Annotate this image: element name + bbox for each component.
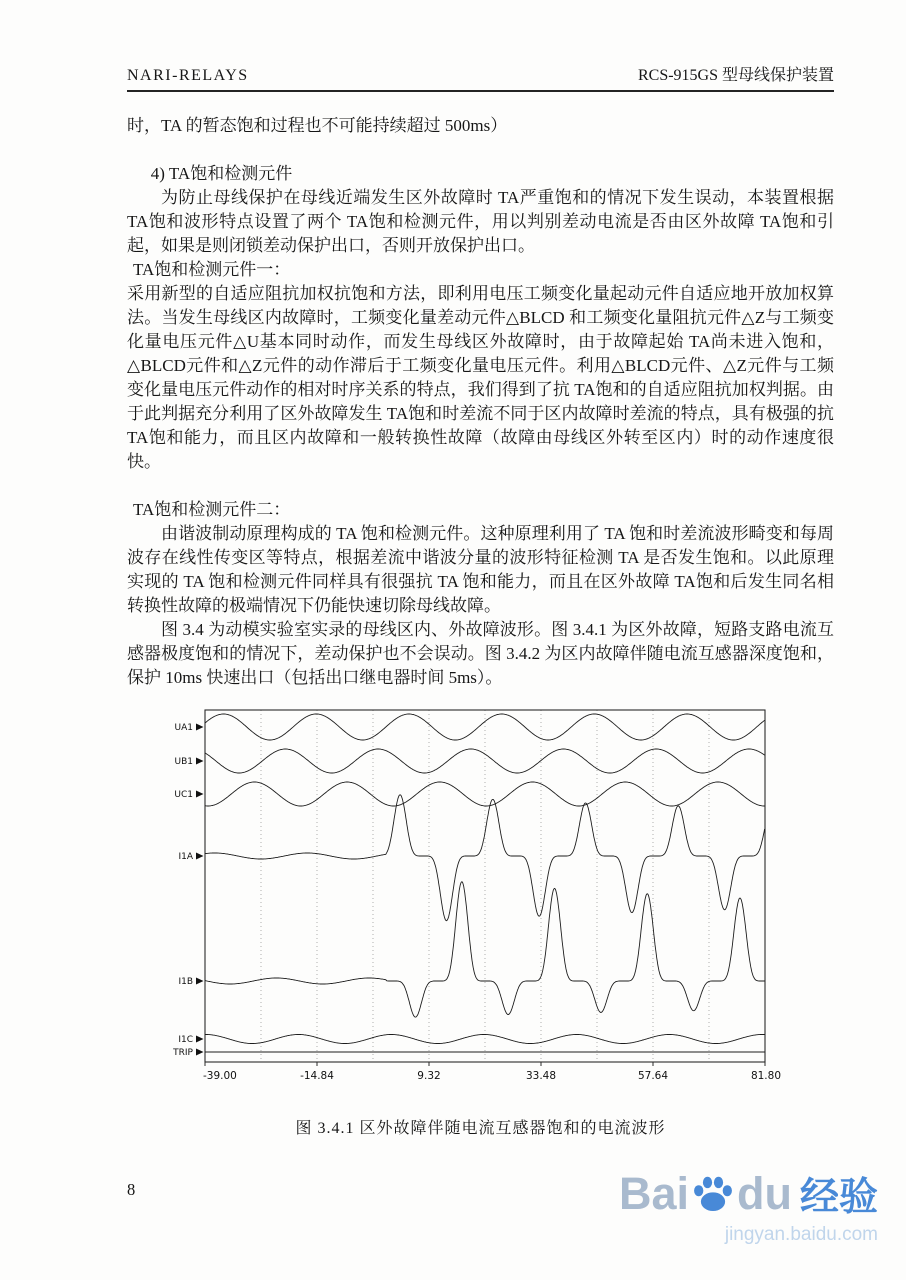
channel-label: UC1 bbox=[174, 790, 193, 800]
paragraph-continuation: 时，TA 的暂态饱和过程也不可能持续超过 500ms） bbox=[127, 116, 508, 135]
figure-waveform bbox=[155, 702, 787, 1095]
channel-arrow-icon bbox=[196, 791, 204, 798]
paragraph-3: 由谐波制动原理构成的 TA 饱和检测元件。这种原理利用了 TA 饱和时差流波形畸变和每周波存在线性传变区等特点，根据差流中谐波分量的波形特征检测 TA 是否发生饱和。以此原理实现的 TA 饱和检测元件同样具有很强抗 TA 饱和能力，而且在区外故障 TA饱和后发生同名相转换性故障的极端情况下仍能快速切除母线故障。 bbox=[127, 524, 834, 615]
header-brand: NARI-RELAYS bbox=[127, 67, 249, 84]
watermark-text-bai: Bai bbox=[618, 1168, 689, 1219]
waveform-plot bbox=[155, 702, 787, 1090]
paragraph-1: 为防止母线保护在母线近端发生区外故障时 TA严重饱和的情况下发生误动，本装置根据 TA饱和波形特点设置了两个 TA饱和检测元件，用以判别差动电流是否由区外故障 TA饱和引起，如果是则闭锁差动保护出口，否则开放保护出口。 bbox=[127, 188, 834, 255]
channel-arrow-icon bbox=[196, 724, 204, 731]
baidu-jingyan-watermark bbox=[619, 1166, 878, 1246]
subsection-heading-2: TA饱和检测元件二： bbox=[132, 500, 291, 519]
channel-arrow-icon bbox=[196, 1036, 204, 1043]
channel-arrow-icon bbox=[196, 978, 204, 985]
channel-label: I1B bbox=[178, 977, 193, 987]
waveform-trace bbox=[205, 795, 765, 921]
x-tick-label: 33.48 bbox=[525, 1070, 557, 1082]
waveform-trace bbox=[205, 749, 765, 773]
x-tick-label: 57.64 bbox=[637, 1070, 669, 1082]
blank-line bbox=[127, 474, 834, 498]
body-text bbox=[127, 114, 834, 690]
watermark-text-jingyan: 经验 bbox=[799, 1176, 878, 1219]
channel-label: TRIP bbox=[173, 1048, 193, 1058]
blank-line bbox=[127, 138, 834, 162]
watermark-logo-row bbox=[619, 1166, 878, 1222]
paragraph-4: 图 3.4 为动模实验室实录的母线区内、外故障波形。图 3.4.1 为区外故障，短路支路电流互感器极度饱和的情况下，差动保护也不会误动。图 3.4.2 为区内故障伴随电流互感器深度饱和，保护 10ms 快速出口（包括出口继电器时间 5ms）。 bbox=[127, 620, 834, 687]
x-tick-label: -39.00 bbox=[203, 1070, 237, 1082]
channel-arrow-icon bbox=[196, 758, 204, 765]
page-number: 8 bbox=[127, 1180, 136, 1199]
channel-label: I1C bbox=[178, 1035, 193, 1045]
subsection-heading-1: TA饱和检测元件一： bbox=[132, 260, 291, 279]
figure-caption: 图 3.4.1 区外故障伴随电流互感器饱和的电流波形 bbox=[295, 1120, 666, 1137]
header-product-title: RCS-915GS 型母线保护装置 bbox=[637, 67, 834, 84]
channel-label: I1A bbox=[178, 852, 193, 862]
page-header bbox=[127, 62, 834, 92]
paragraph-2: 采用新型的自适应阻抗加权抗饱和方法，即利用电压工频变化量起动元件自适应地开放加权算法。当发生母线区内故障时，工频变化量差动元件△BLCD 和工频变化量阻抗元件△Z与工频变化量电压元件△U基本同时动作，而发生母线区外故障时，由于故障起始 TA尚未进入饱和，△BLCD元件和△Z元件的动作滞后于工频变化量电压元件。利用△BLCD元件、△Z元件与工频变化量电压元件动作的相对时序关系的特点，我们得到了抗 TA饱和的自适应阻抗加权判据。由于此判据充分利用了区外故障发生 TA饱和时差流不同于区内故障时差流的特点，具有极强的抗 TA饱和能力，而且区内故障和一般转换性故障（故障由母线区外转至区内）时的动作速度很快。 bbox=[127, 284, 834, 471]
baidu-paw-icon bbox=[691, 1172, 735, 1216]
x-tick-label: 81.80 bbox=[750, 1070, 781, 1082]
x-tick-label: -14.84 bbox=[300, 1070, 334, 1082]
channel-label: UB1 bbox=[174, 757, 193, 767]
channel-label: UA1 bbox=[174, 723, 193, 733]
channel-arrow-icon bbox=[196, 853, 204, 860]
watermark-text-du: du bbox=[737, 1168, 792, 1219]
section-heading: 4) TA饱和检测元件 bbox=[150, 164, 293, 183]
watermark-url: jingyan.baidu.com bbox=[724, 1224, 878, 1245]
channel-arrow-icon bbox=[196, 1049, 204, 1056]
x-tick-label: 9.32 bbox=[417, 1070, 441, 1082]
